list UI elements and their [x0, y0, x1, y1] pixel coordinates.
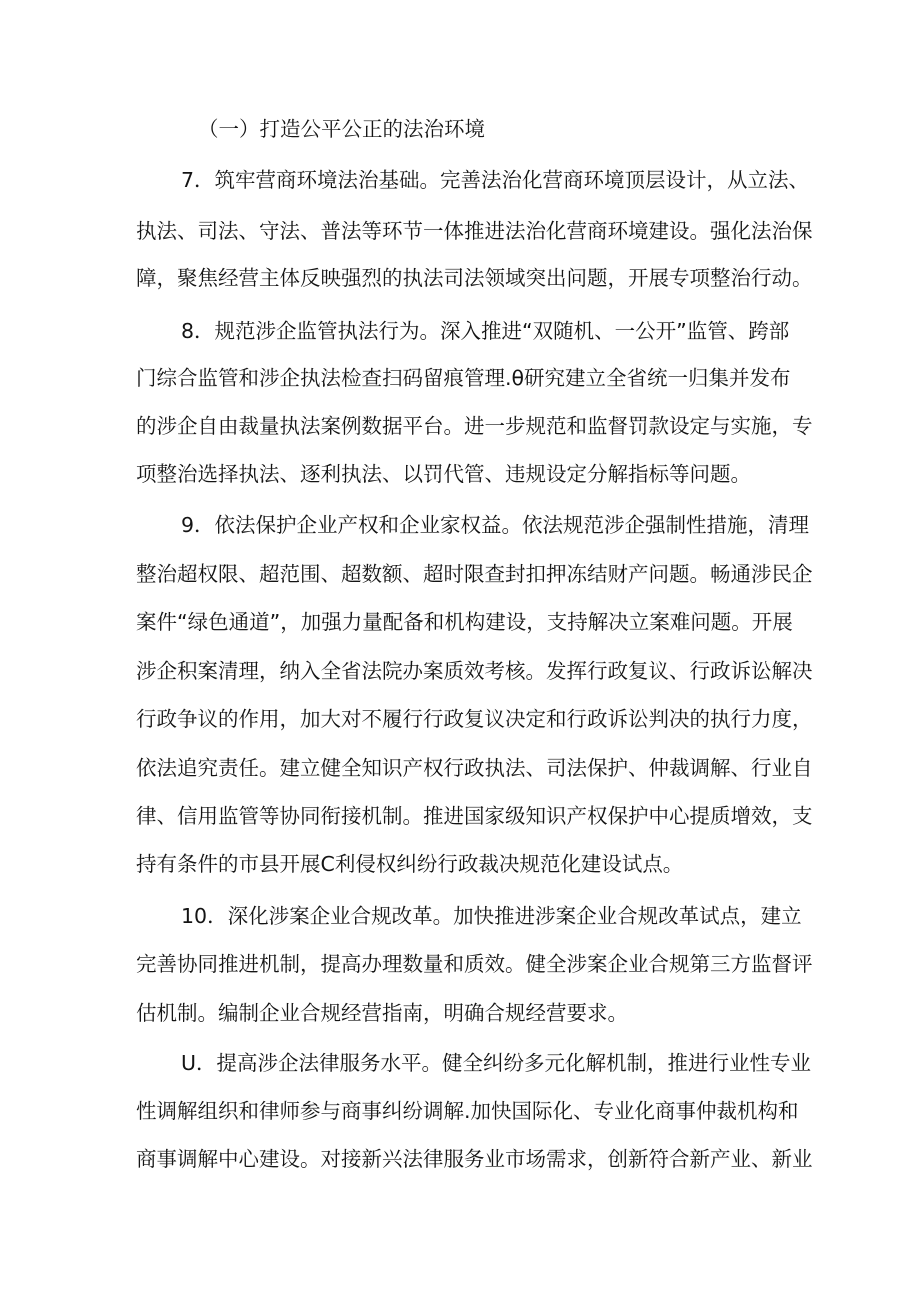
paragraph-line: 案件“绿色通道”，加强力量配备和机构建设，支持解决立案难问题。开展 — [136, 610, 793, 634]
paragraph-line: 涉企积案清理，纳入全省法院办案质效考核。发挥行政复议、行政诉讼解决 — [136, 659, 813, 683]
paragraph-line: U．提高涉企法律服务水平。健全纠纷多元化解机制，推进行业性专业 — [181, 1051, 812, 1075]
paragraph-line: 障，聚焦经营主体反映强烈的执法司法领域突出问题，开展专项整治行动。 — [136, 266, 813, 290]
paragraph-line: 整治超权限、超范围、超数额、超时限查封扣押冻结财产问题。畅通涉民企 — [136, 562, 813, 586]
paragraph-line: 9．依法保护企业产权和企业家权益。依法规范涉企强制性措施，清理 — [181, 513, 810, 537]
paragraph-line: 持有条件的市县开展C利侵权纠纷行政裁决规范化建设试点。 — [136, 852, 684, 876]
section-heading: （一）打造公平公正的法治环境 — [198, 117, 485, 141]
paragraph-line: 性调解组织和律师参与商事纠纷调解.加快国际化、专业化商事仲裁机构和 — [136, 1099, 799, 1123]
paragraph-line: 执法、司法、守法、普法等环节一体推进法治化营商环境建设。强化法治保 — [136, 219, 813, 243]
paragraph-line: 完善协同推进机制，提高办理数量和质效。健全涉案企业合规第三方监督评 — [136, 952, 813, 976]
paragraph-line: 律、信用监管等协同衔接机制。推进国家级知识产权保护中心提质增效，支 — [136, 804, 813, 828]
paragraph-line: 商事调解中心建设。对接新兴法律服务业市场需求，创新符合新产业、新业 — [136, 1147, 813, 1171]
paragraph-line: 项整治选择执法、逐利执法、以罚代管、违规设定分解指标等问题。 — [136, 462, 751, 486]
paragraph-line: 依法追究责任。建立健全知识产权行政执法、司法保护、仲裁调解、行业自 — [136, 756, 813, 780]
paragraph-line: 7．筑牢营商环境法治基础。完善法治化营商环境顶层设计，从立法、 — [181, 168, 810, 192]
paragraph-line: 行政争议的作用，加大对不履行行政复议决定和行政诉讼判决的执行力度， — [136, 707, 813, 731]
paragraph-line: 的涉企自由裁量执法案例数据平台。进一步规范和监督罚款设定与实施，专 — [136, 414, 813, 438]
paragraph-line: 估机制。编制企业合规经营指南，明确合规经营要求。 — [136, 1001, 628, 1025]
paragraph-line: 8．规范涉企监管执法行为。深入推进“双随机、一公开”监管、跨部 — [181, 319, 790, 343]
paragraph-line: 10．深化涉案企业合规改革。加快推进涉案企业合规改革试点，建立 — [181, 904, 802, 928]
paragraph-line: 门综合监管和涉企执法检查扫码留痕管理.θ研究建立全省统一归集并发布 — [136, 366, 791, 390]
